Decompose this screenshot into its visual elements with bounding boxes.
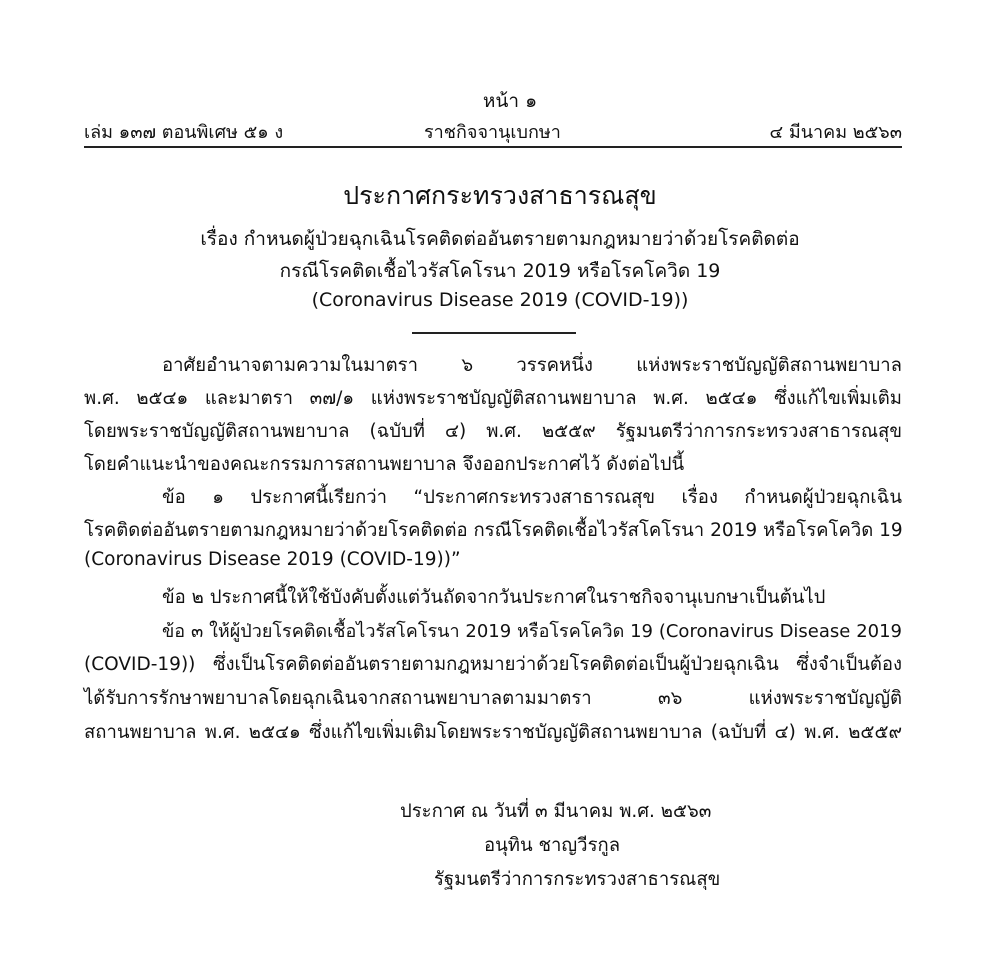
body-line: สถานพยาบาล พ.ศ. ๒๕๔๑ ซึ่งแก้ไขเพิ่มเติมโดยพระราชบัญญัติสถานพยาบาล (ฉบับที่ ๔) พ.ศ. ๒๕๕๙ bbox=[84, 722, 902, 743]
body-line: อาศัยอำนาจตามความในมาตรา ๖ วรรคหนึ่ง แห่งพระราชบัญญัติสถานพยาบาล bbox=[162, 355, 902, 376]
signatory-position: รัฐมนตรีว่าการกระทรวงสาธารณสุข bbox=[434, 869, 721, 890]
gazette-header bbox=[84, 117, 902, 145]
title-divider bbox=[412, 332, 576, 334]
subject-line: เรื่อง กำหนดผู้ป่วยฉุกเฉินโรคติดต่ออันตรายตามกฎหมายว่าด้วยโรคติดต่อ bbox=[200, 228, 800, 250]
subject-line: (Coronavirus Disease 2019 (COVID-19)) bbox=[311, 289, 689, 311]
body-line: พ.ศ. ๒๕๔๑ และมาตรา ๓๗/๑ แห่งพระราชบัญญัติสถานพยาบาล พ.ศ. ๒๕๔๑ ซึ่งแก้ไขเพิ่มเติม bbox=[84, 388, 902, 409]
volume-issue: เล่ม ๑๓๗ ตอนพิเศษ ๕๑ ง bbox=[84, 122, 284, 143]
document-title: ประกาศกระทรวงสาธารณสุข bbox=[343, 181, 657, 210]
gazette-name: ราชกิจจานุเบกษา bbox=[424, 122, 561, 143]
body-line: (Coronavirus Disease 2019 (COVID-19))” bbox=[84, 549, 461, 570]
body-line: โรคติดต่ออันตรายตามกฎหมายว่าด้วยโรคติดต่อ กรณีโรคติดเชื้อไวรัสโคโรนา 2019 หรือโรคโควิด 19 bbox=[84, 520, 903, 541]
announcement-date: ประกาศ ณ วันที่ ๓ มีนาคม พ.ศ. ๒๕๖๓ bbox=[400, 801, 712, 822]
body-line: (COVID-19)) ซึ่งเป็นโรคติดต่ออันตรายตามกฎหมายว่าด้วยโรคติดต่อเป็นผู้ป่วยฉุกเฉิน ซึ่งจำเป็นต้อง bbox=[84, 654, 902, 675]
page-number: หน้า ๑ bbox=[482, 90, 538, 112]
body-line: โดยพระราชบัญญัติสถานพยาบาล (ฉบับที่ ๔) พ.ศ. ๒๕๕๙ รัฐมนตรีว่าการกระทรวงสาธารณสุข bbox=[84, 421, 902, 442]
clause-1: ข้อ ๑ ประกาศนี้เรียกว่า “ประกาศกระทรวงสาธารณสุข เรื่อง กำหนดผู้ป่วยฉุกเฉิน bbox=[162, 487, 902, 508]
body-line: โดยคำแนะนำของคณะกรรมการสถานพยาบาล จึงออกประกาศไว้ ดังต่อไปนี้ bbox=[84, 454, 685, 475]
publication-date: ๔ มีนาคม ๒๕๖๓ bbox=[769, 122, 902, 143]
body-line: ได้รับการรักษาพยาบาลโดยฉุกเฉินจากสถานพยาบาลตามมาตรา ๓๖ แห่งพระราชบัญญัติ bbox=[84, 688, 902, 709]
signatory-name: อนุทิน ชาญวีรกูล bbox=[484, 835, 621, 856]
clause-2: ข้อ ๒ ประกาศนี้ให้ใช้บังคับตั้งแต่วันถัดจากวันประกาศในราชกิจจานุเบกษาเป็นต้นไป bbox=[162, 587, 826, 608]
subject-line: กรณีโรคติดเชื้อไวรัสโคโรนา 2019 หรือโรคโควิด 19 bbox=[279, 260, 721, 282]
clause-3: ข้อ ๓ ให้ผู้ป่วยโรคติดเชื้อไวรัสโคโรนา 2019 หรือโรคโควิด 19 (Coronavirus Disease 2019 bbox=[162, 621, 902, 642]
header-divider bbox=[84, 146, 902, 148]
